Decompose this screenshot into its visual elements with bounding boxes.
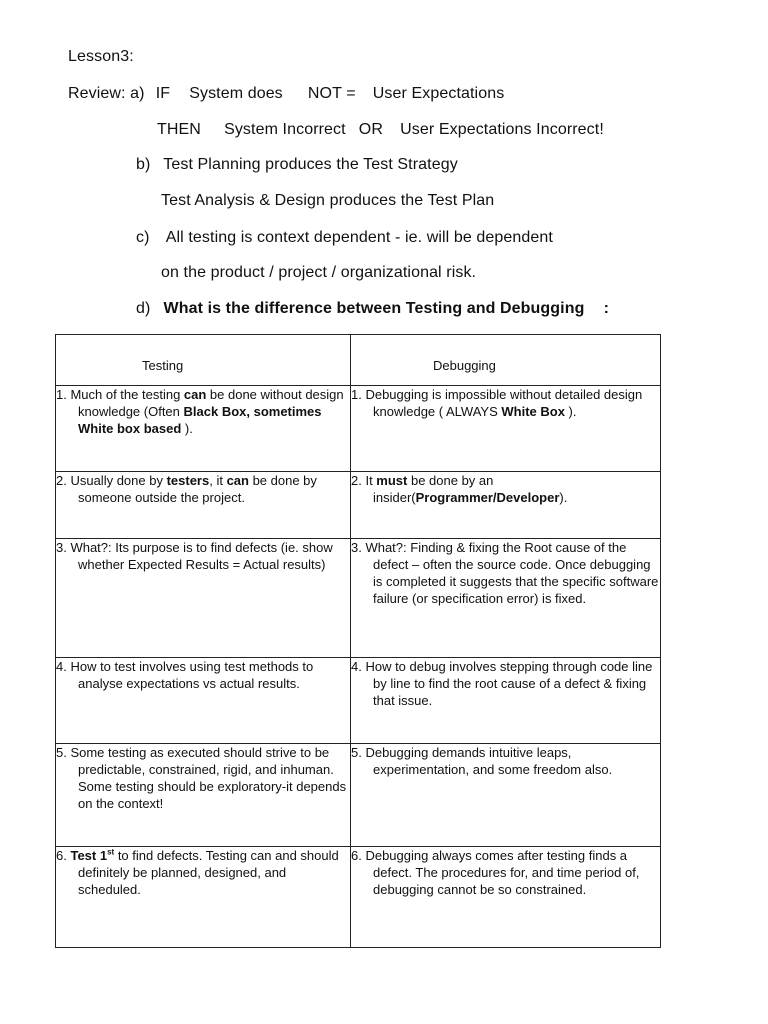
testing-cell [56, 744, 351, 847]
b-marker: b) [136, 156, 151, 173]
debugging-cell [351, 658, 661, 744]
text: 1. Debugging is impossible without detailed design knowledge ( ALWAYS [351, 387, 643, 419]
bold-text: must [376, 473, 408, 488]
text: , it [209, 473, 227, 488]
superscript-text: st [107, 847, 115, 857]
text: 6. [56, 848, 71, 863]
b-text-2: Test Analysis & Design produces the Test Plan [161, 192, 495, 209]
review-label: Review: [68, 85, 126, 102]
debugging-point-4: 4. How to debug involves stepping through code line by line to find the root cause of a defect & fixing that issue. [351, 659, 653, 708]
text: ). [559, 490, 568, 505]
testing-point-6 [56, 847, 350, 898]
text: 2. Usually done by [56, 473, 167, 488]
b-text-1: Test Planning produces the Test Strategy [163, 156, 458, 173]
lesson-title: Lesson3: [68, 48, 134, 65]
text: ). [181, 421, 193, 436]
a-then: THEN [157, 121, 201, 138]
debugging-point-6: 6. Debugging always comes after testing finds a defect. The procedures for, and time period of, debugging cannot be so constrained. [351, 848, 640, 897]
testing-point-2 [56, 472, 350, 506]
testing-cell [56, 386, 351, 472]
debugging-cell [351, 744, 661, 847]
table-row [56, 472, 661, 539]
testing-cell [56, 658, 351, 744]
debugging-cell [351, 539, 661, 658]
c-marker: c) [136, 229, 150, 246]
review-b-line1 [136, 156, 458, 174]
table-header-row [56, 335, 661, 386]
review-a-line2 [157, 121, 604, 139]
testing-point-5: 5. Some testing as executed should strive to be predictable, constrained, rigid, and inhuman. Some testing should be exploratory-it depends on the context! [56, 745, 347, 811]
debugging-point-1 [351, 386, 660, 420]
a-user-expectations: User Expectations [372, 85, 505, 102]
testing-cell [56, 472, 351, 539]
a-not: NOT = [307, 85, 356, 102]
header-testing-cell [56, 335, 351, 386]
bold-text: White Box [501, 404, 565, 419]
table-row [56, 847, 661, 948]
text: be done by someone outside the project. [78, 473, 317, 505]
header-debugging: Debugging [433, 358, 496, 373]
testing-cell [56, 847, 351, 948]
bold-text: testers [166, 473, 210, 488]
testing-cell [56, 539, 351, 658]
bold-text: Programmer/Developer [415, 490, 560, 505]
a-user-expectations-incorrect: User Expectations Incorrect! [400, 121, 604, 138]
text: to find defects. Testing can and should definitely be planned, designed, and scheduled. [78, 848, 339, 897]
testing-point-3: 3. What?: Its purpose is to find defects (ie. show whether Expected Results = Actual results) [56, 540, 333, 572]
comparison-table [55, 334, 661, 948]
a-if: IF [155, 85, 171, 102]
text: ). [564, 404, 577, 419]
bold-text: can [183, 387, 207, 402]
debugging-point-5: 5. Debugging demands intuitive leaps, experimentation, and some freedom also. [351, 745, 613, 777]
a-system-does: System does [189, 85, 283, 102]
text: be done by an insider( [373, 473, 494, 505]
review-d-line [136, 300, 609, 318]
debugging-point-3: 3. What?: Finding & fixing the Root cause of the defect – often the source code. Once debugging is completed it suggests that the specific software failure (or specification error) is fixed. [351, 540, 659, 606]
debugging-cell [351, 847, 661, 948]
a-system-incorrect: System Incorrect [224, 121, 346, 138]
c-text-2: on the product / project / organizational risk. [161, 264, 477, 281]
bold-text: can [226, 473, 249, 488]
bold-text: Test 1 [70, 848, 108, 863]
review-c-line1 [136, 229, 553, 247]
d-colon: : [603, 300, 609, 317]
debugging-point-2 [351, 472, 660, 506]
text: 2. It [351, 473, 377, 488]
a-or: OR [358, 121, 383, 138]
header-debugging-cell [351, 335, 661, 386]
table-row [56, 386, 661, 472]
testing-point-4: 4. How to test involves using test methods to analyse expectations vs actual results. [56, 659, 314, 691]
text: 1. Much of the testing [56, 387, 184, 402]
c-text-1: All testing is context dependent - ie. will be dependent [165, 229, 553, 246]
debugging-cell [351, 472, 661, 539]
bold-text: Black Box, sometimes White box based [78, 404, 322, 436]
header-testing: Testing [142, 358, 184, 373]
testing-point-1 [56, 386, 350, 437]
text: be done without design knowledge (Often [78, 387, 344, 419]
d-question: What is the difference between Testing and Debugging [163, 300, 585, 317]
a-marker: a) [130, 85, 145, 102]
table-row [56, 658, 661, 744]
table-row [56, 539, 661, 658]
d-marker: d) [136, 300, 151, 317]
table-row [56, 744, 661, 847]
debugging-cell [351, 386, 661, 472]
review-a-line1 [68, 85, 504, 103]
